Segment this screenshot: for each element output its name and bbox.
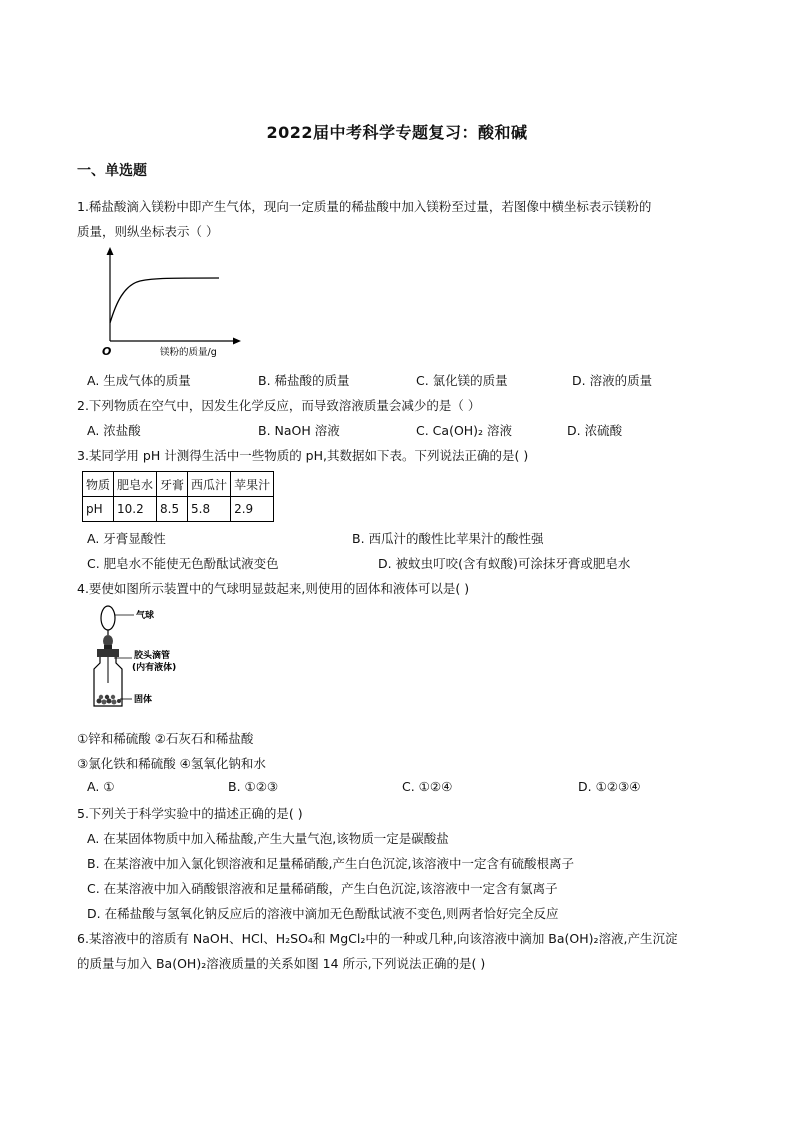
question-4-text: 4.要使如图所示装置中的气球明显鼓起来,则使用的固体和液体可以是( ) <box>77 581 470 596</box>
graph-x-label: 镁粉的质量/g <box>160 347 217 358</box>
question-1-option-d: D. 溶液的质量 <box>572 373 653 388</box>
label-dropper: 胶头滴管 <box>134 651 171 661</box>
ph-table <box>82 471 274 522</box>
graph-origin-label: O <box>102 345 112 358</box>
label-balloon: 气球 <box>136 611 155 621</box>
label-solid: 固体 <box>134 695 153 705</box>
question-3-text: 3.某同学用 pH 计测得生活中一些物质的 pH,其数据如下表。下列说法正确的是( ) <box>77 448 529 463</box>
question-5-text: 5.下列关于科学实验中的描述正确的是( ) <box>77 806 303 821</box>
question-1-text-line1: 1.稀盐酸滴入镁粉中即产生气体，现向一定质量的稀盐酸中加入镁粉至过量，若图像中横坐标表示镁粉的 <box>77 199 652 214</box>
question-1-option-a: A. 生成气体的质量 <box>87 373 191 388</box>
question-5-option-d: D. 在稀盐酸与氢氧化钠反应后的溶液中滴加无色酚酞试液不变色,则两者恰好完全反应 <box>87 906 559 921</box>
section-heading: 一、单选题 <box>77 163 147 179</box>
question-1-option-c: C. 氯化镁的质量 <box>416 373 508 388</box>
question-4-choices-line1: ①锌和稀硫酸 ②石灰石和稀盐酸 <box>77 731 254 746</box>
table-cell: 牙膏 <box>157 472 188 497</box>
table-row <box>83 497 274 522</box>
balloon-icon <box>101 606 115 630</box>
question-2-option-c: C. Ca(OH)₂ 溶液 <box>416 423 513 438</box>
question-3-option-c: C. 肥皂水不能使无色酚酞试液变色 <box>87 556 279 571</box>
question-5-option-c: C. 在某溶液中加入硝酸银溶液和足量稀硝酸，产生白色沉淀,该溶液中一定含有氯离子 <box>87 881 558 896</box>
table-cell: 西瓜汁 <box>188 472 231 497</box>
question-4-option-a: A. ① <box>87 779 115 794</box>
question-1-graph <box>96 245 246 360</box>
table-row <box>83 472 274 497</box>
question-6-text-line2: 的质量与加入 Ba(OH)₂溶液质量的关系如图 14 所示,下列说法正确的是( ) <box>77 956 486 971</box>
question-2-option-a: A. 浓盐酸 <box>87 423 141 438</box>
stopper-icon <box>97 649 119 657</box>
graph-y-arrow <box>107 247 114 255</box>
question-3-option-b: B. 西瓜汁的酸性比苹果汁的酸性强 <box>352 531 544 546</box>
question-5-option-b: B. 在某溶液中加入氯化钡溶液和足量稀硝酸,产生白色沉淀,该溶液中一定含有硫酸根离子 <box>87 856 574 871</box>
question-2-option-d: D. 浓硫酸 <box>567 423 623 438</box>
table-cell: pH <box>83 497 114 522</box>
question-3-option-a: A. 牙膏显酸性 <box>87 531 166 546</box>
question-6-text-line1: 6.某溶液中的溶质有 NaOH、HCl、H₂SO₄和 MgCl₂中的一种或几种,向该溶液中滴加 Ba(OH)₂溶液,产生沉淀 <box>77 931 678 946</box>
question-4-option-b: B. ①②③ <box>228 779 279 794</box>
table-cell: 10.2 <box>114 497 157 522</box>
graph-curve <box>110 278 219 323</box>
page-title: 2022届中考科学专题复习：酸和碱 <box>266 123 528 142</box>
question-1-text-line2: 质量，则纵坐标表示（ ） <box>77 224 219 239</box>
table-cell: 8.5 <box>157 497 188 522</box>
table-cell: 5.8 <box>188 497 231 522</box>
question-2-text: 2.下列物质在空气中，因发生化学反应，而导致溶液质量会减少的是（ ） <box>77 398 481 413</box>
question-2-option-b: B. NaOH 溶液 <box>258 423 340 438</box>
question-3-option-d: D. 被蚊虫叮咬(含有蚁酸)可涂抹牙膏或肥皂水 <box>378 556 631 571</box>
question-4-option-c: C. ①②④ <box>402 779 453 794</box>
question-4-option-d: D. ①②③④ <box>578 779 641 794</box>
table-cell: 物质 <box>83 472 114 497</box>
table-cell: 肥皂水 <box>114 472 157 497</box>
question-1-option-b: B. 稀盐酸的质量 <box>258 373 350 388</box>
question-4-choices-line2: ③氯化铁和稀硫酸 ④氢氧化钠和水 <box>77 756 266 771</box>
question-5-option-a: A. 在某固体物质中加入稀盐酸,产生大量气泡,该物质一定是碳酸盐 <box>87 831 449 846</box>
graph-x-arrow <box>233 338 241 345</box>
question-4-apparatus <box>88 603 208 713</box>
table-cell: 苹果汁 <box>231 472 274 497</box>
label-dropper-note: (内有液体) <box>132 663 177 673</box>
table-cell: 2.9 <box>231 497 274 522</box>
